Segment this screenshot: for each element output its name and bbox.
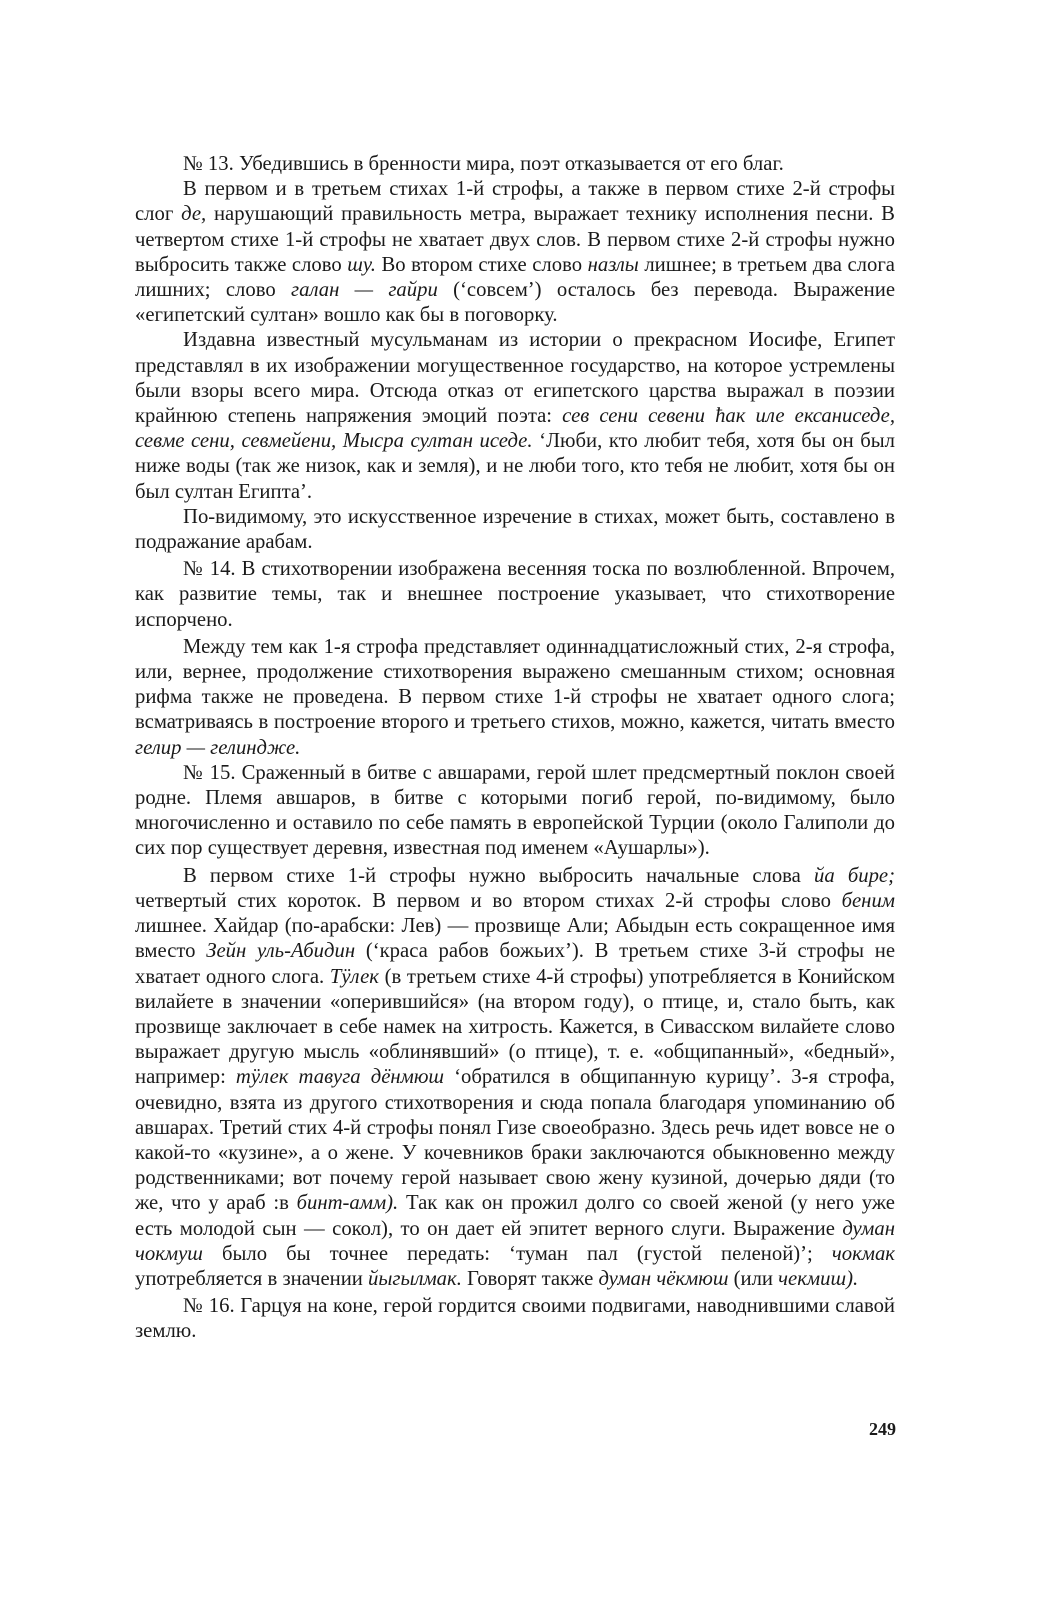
italic-term: думан чёкмюш	[598, 1267, 729, 1290]
italic-term: думан чокмуш	[135, 1217, 895, 1265]
italic-term: шу.	[347, 253, 376, 276]
paragraph: № 13. Убедившись в бренности мира, поэт отказывается от его благ.	[183, 153, 784, 175]
italic-term: Тӱлек	[329, 965, 379, 988]
italic-term: галан — гайри	[291, 279, 438, 302]
italic-term: назлы	[587, 253, 639, 276]
italic-term: чокмак	[831, 1242, 895, 1265]
italic-term: беним	[841, 889, 895, 912]
paragraph: В первом стихе 1-й строфы нужно выбросить начальные слова йа бире; четвертый стих короток. В первом и во втором стихах 2-й строфы слово беним лишнее. Хайдар (по-арабски: Лев) — прозвище Али; Абыдын есть сокращенное имя вместо Зейн уль-Абидин (‘краса рабов божьих’). В третьем стихе 3-й строфы не хватает одного слога. Тӱлек (в третьем стихе 4-й строфы) употребляется в Конийском вилайете в значении «оперившийся» (на втором году), о птице, и, стало быть, как прозвище заключает в себе намек на хитрость. Кажется, в Сивасском вилайете слово выражает другую мысль «облинявший» (о птице), т. е. «общипанный», «бедный», например: тӱлек тавуга дёнмюш ‘обратился в общипанную курицу’. 3-я строфа, очевидно, взята из другого стихотворения и сюда попала благодаря упоминанию об авшарах. Третий стих 4-й строфы понял Гизе своеобразно. Здесь речь идет вовсе не о какой-то «кузине», а о жене. У кочевников браки заключаются обыкновенно между родственниками; вот почему герой называет свою жену кузиной, дочерью дяди (то же, что у араб :в бинт-амм). Так как он прожил долго со своей женой (у него уже есть молодой сын — сокол), то он дает ей эпитет верного слуги. Выражение думан чокмуш было бы точнее передать: ‘туман пал (густой пеленой)’; чокмак употребляется в значении йыгылмак. Говорят также думан чёкмюш (или чекмиш).	[135, 864, 896, 1290]
paragraph: В первом и в третьем стихах 1-й строфы, а также в первом стихе 2-й строфы слог де, нарушающий правильность метра, выражает технику исполнения песни. В четвертом стихе 1-й строфы не хватает двух слов. В первом стихе 2-й строфы нужно выбросить также слово шу. Во втором стихе слово назлы лишнее; в третьем два слога лишних; слово галан — гайри (‘совсем’) осталось без перевода. Выражение «египетский султан» вошло как бы в поговорку.	[135, 178, 895, 327]
paragraph: № 15. Сраженный в битве с авшарами, герой шлет предсмертный поклон своей родне. Племя авшаров, в битве с которыми погиб герой, по-видимому, было многочисленно и оставило по себе память в европейской Турции (около Галиполи до сих пор существует деревня, известная под именем «Аушарлы»).	[135, 761, 895, 860]
italic-term: тӱлек тавуга дёнмюш	[235, 1066, 445, 1089]
italic-term: де,	[181, 203, 207, 226]
paragraph: Издавна известный мусульманам из истории о прекрасном Иосифе, Египет представлял в их изображении могущественное государство, на которое устремлены были взоры всего мира. Отсюда отказ от египетского царства выражал в поэзии крайнюю степень напряжения эмоций поэта: сев сени севени ћак иле ексаниседе, севме сени, севмейени, Мысра султан иседе. ‘Люби, кто любит тебя, хотя бы он был ниже воды (так же низок, как и земля), и не люби того, кто тебя не любит, хотя бы он был султан Египта’.	[135, 329, 895, 503]
paragraph: № 16. Гарцуя на коне, герой гордится своими подвигами, наводнившими славой землю.	[135, 1295, 895, 1343]
paragraph: Между тем как 1-я строфа представляет одиннадцатисложный стих, 2-я строфа, или, вернее, продолжение стихотворения выражено смешанным стихом; основная рифма также не проведена. В первом стихе 1-й строфы не хватает одного слога; всматриваясь в построение второго и третьего стихов, можно, кажется, читать вместо гелир — гелиндже.	[135, 635, 895, 759]
page-number: 249	[869, 1419, 896, 1439]
paragraph: По-видимому, это искусственное изречение в стихах, может быть, составлено в подражание арабам.	[135, 505, 895, 554]
italic-term: чекмиш).	[778, 1267, 859, 1290]
italic-term: бинт-амм).	[296, 1192, 399, 1215]
italic-term: йа бире;	[814, 864, 895, 887]
italic-term: йыгылмак.	[368, 1267, 462, 1290]
italic-term: гелир — гелиндже.	[135, 736, 301, 759]
italic-term: Зейн уль-Абидин	[206, 940, 356, 963]
italic-term: сев сени севени ћак иле ексаниседе, севме сени, севмейени, Мысра султан иседе.	[135, 405, 895, 453]
page-text	[135, 152, 895, 1345]
paragraph: № 14. В стихотворении изображена весенняя тоска по возлюбленной. Впрочем, как развитие темы, так и внешнее построение указывает, что стихотворение испорчено.	[135, 558, 895, 631]
